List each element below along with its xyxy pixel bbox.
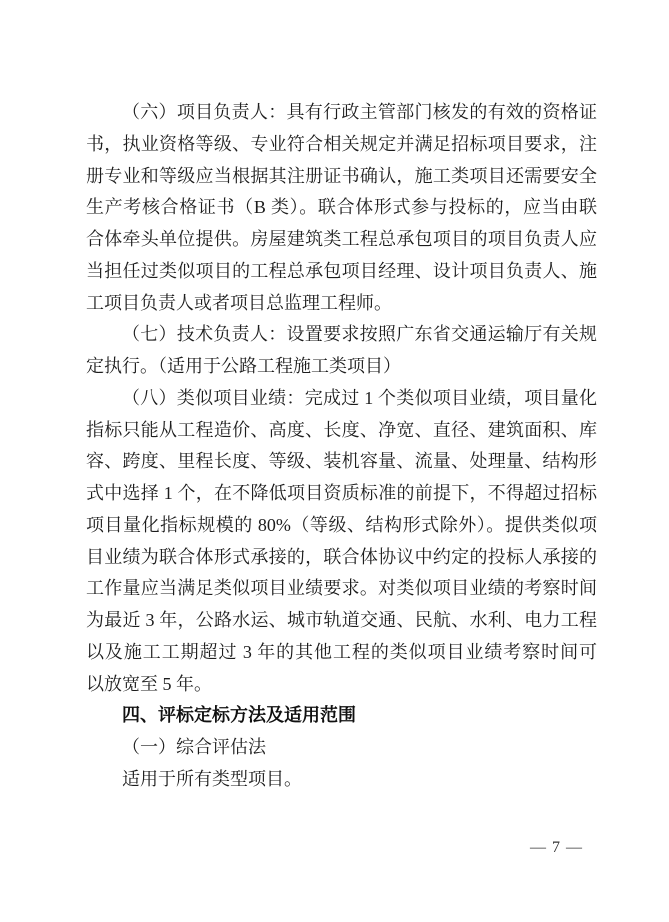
text-line: 容、跨度、里程长度、等级、装机容量、流量、处理量、结构形 <box>86 451 597 472</box>
text-line: 定执行。（适用于公路工程施工类项目） <box>86 356 401 376</box>
text-line: 式中选择 1 个，在不降低项目资质标准的前提下，不得超过招标 <box>86 483 597 503</box>
item-7-technical-leader <box>86 319 597 383</box>
text-line: 目业绩为联合体形式承接的，联合体协议中约定的投标人承接的 <box>86 546 597 567</box>
item-4-1-scope <box>86 764 597 796</box>
item-6-project-leader <box>86 97 597 319</box>
text-line: 项目量化指标规模的 80%（等级、结构形式除外）。提供类似项 <box>86 514 597 535</box>
text-line: 册专业和等级应当根据其注册证书确认，施工类项目还需要安全 <box>86 165 597 186</box>
text-line: （八）类似项目业绩：完成过 1 个类似项目业绩，项目量化 <box>122 387 597 408</box>
text-line: （一）综合评估法 <box>122 737 266 757</box>
text-line: 以放宽至 5 年。 <box>86 673 212 694</box>
text-line: 指标只能从工程造价、高度、长度、净宽、直径、建筑面积、库 <box>86 419 597 440</box>
text-line: 当担任过类似项目的工程总承包项目经理、设计项目负责人、施 <box>86 260 597 281</box>
item-8-similar-project-record <box>86 383 597 701</box>
text-line: 以及施工工期超过 3 年的其他工程的类似项目业绩考察时间可 <box>86 641 597 662</box>
text-line: 合体牵头单位提供。房屋建筑类工程总承包项目的项目负责人应 <box>86 229 597 249</box>
text-line: 书，执业资格等级、专业符合相关规定并满足招标项目要求，注 <box>86 133 597 154</box>
section-4-heading <box>86 700 597 732</box>
text-line: 工作量应当满足类似项目业绩要求。对类似项目业绩的考察时间 <box>86 578 597 599</box>
text-line: 适用于所有类型项目。 <box>122 768 302 789</box>
text-line: （七）技术负责人：设置要求按照广东省交通运输厅有关规 <box>122 324 597 345</box>
text-line: 为最近 3 年，公路水运、城市轨道交通、民航、水利、电力工程 <box>86 610 597 630</box>
item-4-1-heading <box>86 732 597 764</box>
text-line: 工项目负责人或者项目总监理工程师。 <box>86 292 392 313</box>
text-line: 四、评标定标方法及适用范围 <box>122 705 356 726</box>
text-line: （六）项目负责人：具有行政主管部门核发的有效的资格证 <box>122 102 597 122</box>
page-number: — 7 — <box>530 839 583 856</box>
document-body <box>86 97 597 796</box>
text-line: 生产考核合格证书（B 类）。联合体形式参与投标的，应当由联 <box>86 197 597 218</box>
